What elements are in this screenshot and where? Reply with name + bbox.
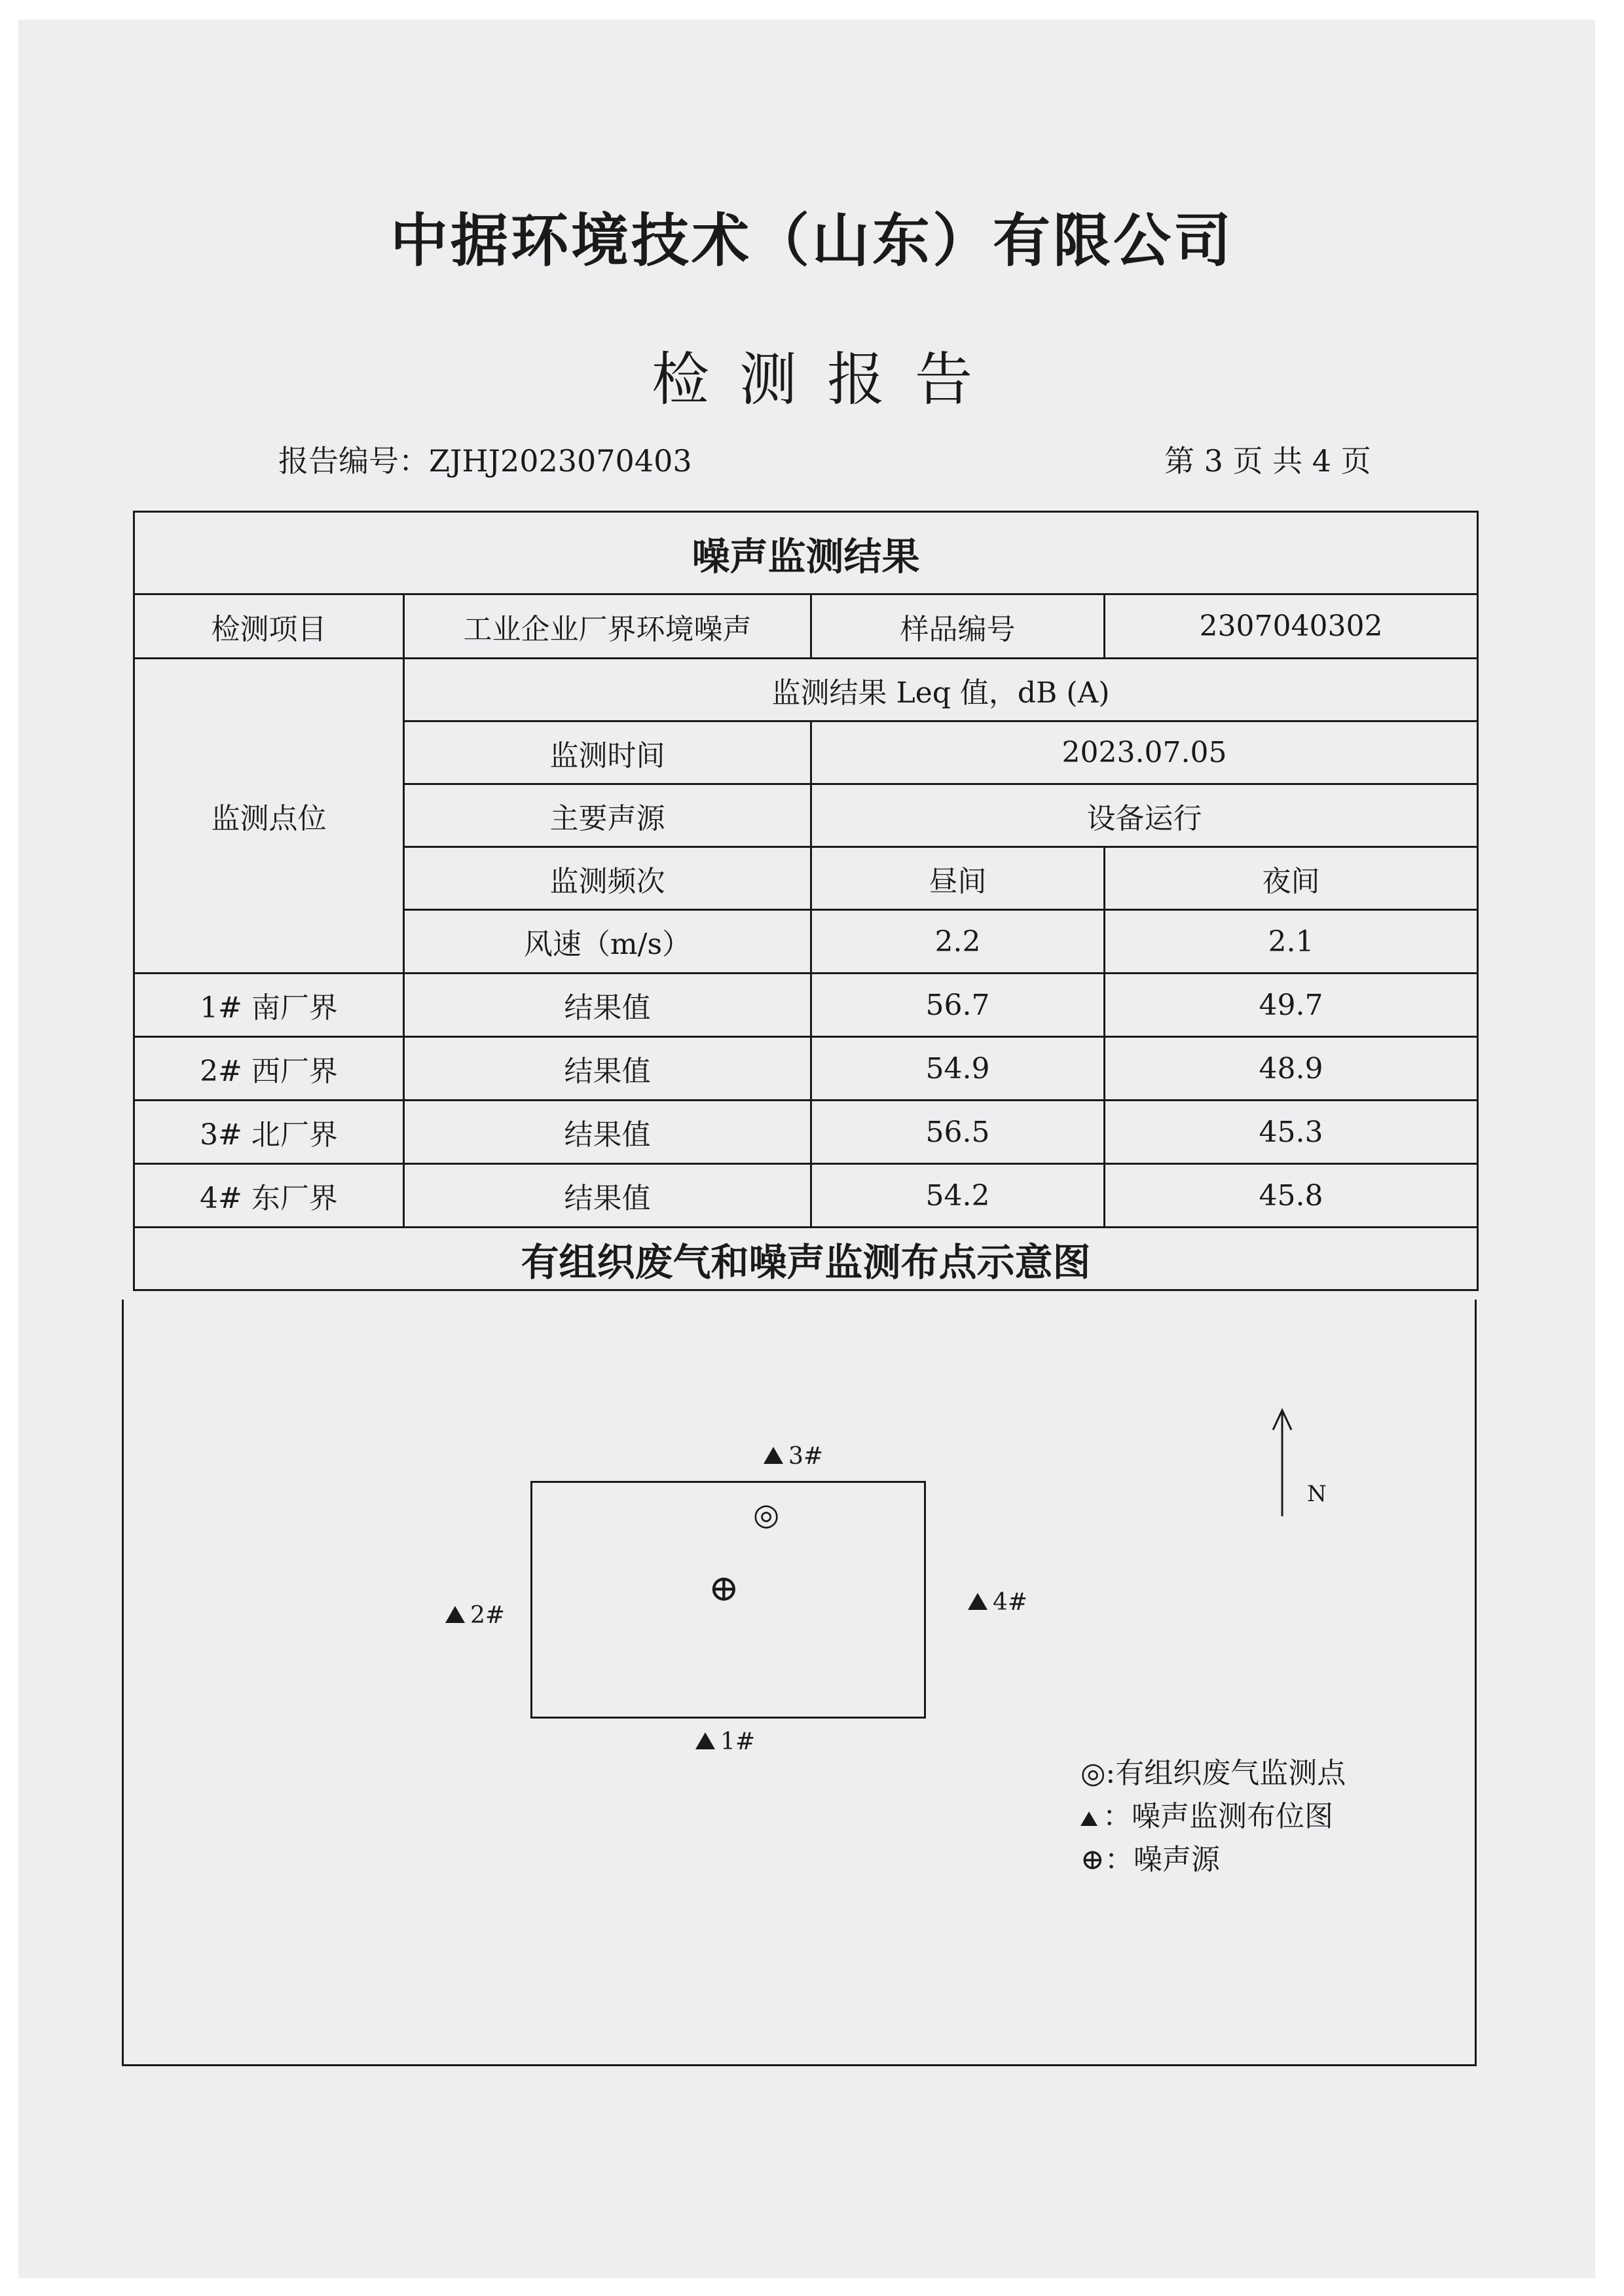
exhaust-point-icon: ◎	[753, 1497, 780, 1532]
row-type: 结果值	[404, 1164, 811, 1228]
marker-4: 4#	[968, 1589, 1027, 1616]
north-label: N	[1307, 1481, 1327, 1507]
row-night: 48.9	[1105, 1037, 1478, 1101]
table-row	[134, 1101, 1478, 1164]
row-day: 56.7	[811, 974, 1105, 1037]
item-value: 工业企业厂界环境噪声	[404, 594, 811, 659]
triangle-icon	[1080, 1812, 1098, 1826]
night-label: 夜间	[1105, 847, 1478, 910]
time-value: 2023.07.05	[811, 721, 1478, 784]
marker-2: 2#	[445, 1602, 505, 1629]
report-number: 报告编号：ZJHJ2023070403	[278, 443, 692, 479]
row-point: 4# 东厂界	[134, 1164, 404, 1228]
table-row	[134, 1164, 1478, 1228]
freq-label: 监测频次	[404, 847, 811, 910]
legend-exhaust: ◎:有组织废气监测点	[1080, 1757, 1346, 1790]
row-night: 45.3	[1105, 1101, 1478, 1164]
triangle-icon	[764, 1447, 783, 1464]
source-value: 设备运行	[811, 784, 1478, 847]
point-label: 监测点位	[134, 659, 404, 974]
north-arrow-icon	[1269, 1406, 1295, 1518]
company-name: 中据环境技术（山东）有限公司	[390, 207, 1234, 274]
wind-night: 2.1	[1105, 910, 1478, 974]
noise-source-icon: ⊕	[709, 1567, 739, 1610]
marker-3: 3#	[764, 1443, 823, 1470]
noise-results-table	[133, 511, 1479, 1291]
result-heading: 监测结果 Leq 值，dB (A)	[404, 659, 1478, 721]
table-row	[134, 974, 1478, 1037]
row-point: 2# 西厂界	[134, 1037, 404, 1101]
marker-1: 1#	[695, 1728, 755, 1755]
triangle-icon	[695, 1732, 715, 1749]
row-day: 54.9	[811, 1037, 1105, 1101]
row-type: 结果值	[404, 974, 811, 1037]
sample-value: 2307040302	[1105, 594, 1478, 659]
table-row	[134, 1037, 1478, 1101]
table-title: 噪声监测结果	[134, 512, 1478, 594]
sample-label: 样品编号	[811, 594, 1105, 659]
report-title: 检测报告	[651, 346, 1003, 413]
triangle-icon	[968, 1593, 987, 1610]
row-point: 3# 北厂界	[134, 1101, 404, 1164]
diagram-title: 有组织废气和噪声监测布点示意图	[134, 1228, 1478, 1290]
wind-day: 2.2	[811, 910, 1105, 974]
day-label: 昼间	[811, 847, 1105, 910]
legend-noise-source: ⊕：噪声源	[1080, 1843, 1220, 1876]
row-type: 结果值	[404, 1101, 811, 1164]
row-night: 45.8	[1105, 1164, 1478, 1228]
source-label: 主要声源	[404, 784, 811, 847]
legend-noise-points: ：噪声监测布位图	[1080, 1793, 1333, 1834]
row-night: 49.7	[1105, 974, 1478, 1037]
item-label: 检测项目	[134, 594, 404, 659]
row-point: 1# 南厂界	[134, 974, 404, 1037]
row-day: 54.2	[811, 1164, 1105, 1228]
time-label: 监测时间	[404, 721, 811, 784]
row-type: 结果值	[404, 1037, 811, 1101]
wind-label: 风速（m/s）	[404, 910, 811, 974]
page-info: 第 3 页 共 4 页	[1164, 443, 1371, 479]
row-day: 56.5	[811, 1101, 1105, 1164]
triangle-icon	[445, 1606, 465, 1623]
